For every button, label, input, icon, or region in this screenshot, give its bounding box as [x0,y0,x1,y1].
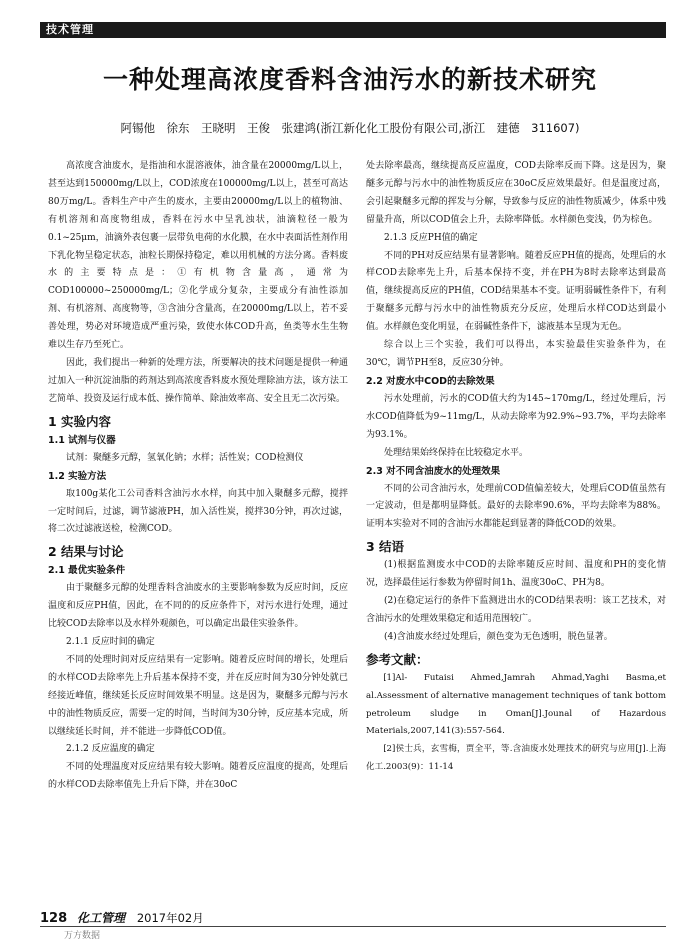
section-1-2-text: 取100g某化工公司香料含油污水水样，向其中加入聚醚多元醇，搅拌一定时间后，过滤，调节滤液PH，加入活性炭，搅拌30分钟，再次过滤，将二次过滤液送检，检测COD。 [48,488,348,535]
intro-paragraph-2: 因此，我们提出一种新的处理方法，所要解决的技术问题是提供一种通过加入一种沉淀油脂的药剂达到高浓度香料废水预处理除油方法，该方法工艺简单、投资及运行成本低、操作简单、除油效率高、安全且无二次污染。 [48,357,348,404]
section-2-1-3-heading: 2.1.3 反应PH值的确定 [384,232,478,243]
right-column [366,158,666,777]
section-tab: 技术管理 [46,23,94,36]
section-2-1-1-text: 不同的处理时间对反应结果有一定影响。随着反应时间的增长，处理后的水样COD去除率先上升后基本保持不变，并在反应时间为30分钟处就已经接近峰值，继续延长反应时间效果不明显。这是因为，聚醚多元醇与污水中的油性物质反应，需要一定的时间，当时间为30分钟，反应基本完成，所以继续延长时间，并不能进一步降低COD值。 [48,654,348,737]
section-2-1-text: 由于聚醚多元醇的处理香料含油废水的主要影响参数为反应时间，反应温度和反应PH值，因此，在不同的的反应条件下，对污水进行处理，通过比较COD去除率以及水样外观颜色，可以确定出最佳实验条件。 [48,583,348,630]
conclusion-item-3: (4)含油废水经过处理后，颜色变为无色透明，脱色显著。 [384,631,613,642]
reference-2: [2]侯士兵，玄雪梅，贾全平，等.含油废水处理技术的研究与应用[J].上海化工.2003(9)：11-14 [366,744,666,773]
section-2-heading: 2 结果与讨论 [48,544,124,560]
section-2-1-heading: 2.1 最优实验条件 [48,565,126,577]
section-2-1-3-text: 不同的PH对反应结果有显著影响。随着反应PH值的提高，处理后的水样COD去除率先上升，后基本保持不变，并在PH为8时去除率达到最高值，继续提高反应的PH值，COD结果基本不变。证明弱碱性条件下，有利于聚醚多元醇与污水中的油性物质充分反应，处理后水样COD达到最小值。水样颜色变化明显，在弱碱性条件下，滤液基本呈现为无色。 [366,250,666,333]
watermark-text: 万方数据 [64,931,101,941]
references-heading: 参考文献： [366,651,429,667]
page-footer [40,909,204,926]
header-bar [40,22,666,38]
section-2-1-1-heading: 2.1.1 反应时间的确定 [66,637,155,648]
article-title: 一种处理高浓度香料含油污水的新技术研究 [102,65,597,94]
section-2-3-text: 不同的公司含油污水，处理前COD值偏差较大，处理后COD值虽然有一定波动，但是都明显降低。最好的去除率90.6%，平均去除率为88%。证明本实验对不同的含油污水都能起到显著的降低COD的效果。 [366,483,666,530]
left-column [48,158,348,795]
section-2-1-2-heading: 2.1.2 反应温度的确定 [66,744,155,755]
article-authors: 阿锡他 徐东 王晓明 王俊 张建鸿(浙江新化化工股份有限公司,浙江 建德 311607) [120,121,580,135]
section-2-3-heading: 2.3 对不同含油废水的处理效果 [366,465,501,477]
continued-text: 处去除率最高，继续提高反应温度，COD去除率反而下降。这是因为，聚醚多元醇与污水中的油性物质反应在30oC反应效果最好。但是温度过高，会引起聚醚多元醇的挥发与分解，导致参与反应的油性物质减少，体系中残留量升高，所以COD值会上升，去除率降低。水样颜色变浅，仍为棕色。 [366,161,666,225]
footer-divider [40,926,666,927]
reference-1: [1]Al- Futaisi Ahmed,Jamrah Ahmad,Yaghi Basma,et al.Assessment of alternative management techniques of tank bottom petroleum sludge in Oman[J].Jounal of Hazardous Materials,2007,141(3):557-564. [366,672,666,737]
intro-paragraph-1: 高浓度含油废水，是指油和水混溶液体，油含量在20000mg/L以上，甚至达到150000mg/L以上，COD浓度在100000mg/L以上，甚至可高达80万mg/L。香料生产中产生的废水，主要由20000mg/L以上的植物油、有机溶剂和高度物组成，香料在污水中呈乳浊状，油滴粒径一般为0.1~25μm，油滴外表包裹一层带负电荷的水化膜，在水中表面活性剂作用下乳化物呈稳定状态，油粒长期保持稳定，难以用机械的方法分离。香料废水的主要特点是：①有机物含量高，通常为COD100000~250000mg/L；②化学成分复杂，主要成分有油性添加剂、有机溶剂、高度物等，③含油分含量高，在20000mg/L以上，若不妥善处理，势必对环境造成严重污染，致使水体COD升高，鱼类等水生生物难以生存乃至死亡。 [48,161,348,351]
section-3-heading: 3 结语 [366,539,405,555]
section-2-2-note: 处理结果始终保持在比较稳定水平。 [384,447,529,458]
section-2-1-2-text: 不同的处理温度对反应结果有较大影响。随着反应温度的提高，处理后的水样COD去除率值先上升后下降，并在30oC [48,762,348,791]
summary-paragraph: 综合以上三个实验，我们可以得出，本实验最佳实验条件为，在30℃，调节PH至8，反应30分钟。 [366,340,666,368]
section-2-2-text: 污水处理前，污水的COD值大约为145~170mg/L，经过处理后，污水COD值降低为9~11mg/L，从动去除率为92.9%~93.7%，平均去除率为93.1%。 [366,393,666,440]
section-1-heading: 1 实验内容 [48,413,112,429]
section-1-1-text: 试剂：聚醚多元醇，氢氧化钠；水样；活性炭；COD检测仪 [66,452,304,463]
section-2-2-heading: 2.2 对废水中COD的去除效果 [366,375,495,387]
conclusion-item-1: (1)根据监测废水中COD的去除率随反应时间、温度和PH的变化情况，选择最佳运行参数为停留时间1h、温度30oC、PH为8。 [366,560,666,589]
section-1-2-heading: 1.2 实验方法 [48,470,107,482]
conclusion-item-2: (2)在稳定运行的条件下监测进出水的COD结果表明：该工艺技术，对含油污水的处理效果稳定和适用范围较广。 [366,596,666,624]
section-1-1-heading: 1.1 试剂与仪器 [48,434,116,446]
magazine-name: 化工管理 [76,911,125,925]
page-number: 128 [40,911,68,926]
issue-date: 2017年02月 [136,911,204,925]
